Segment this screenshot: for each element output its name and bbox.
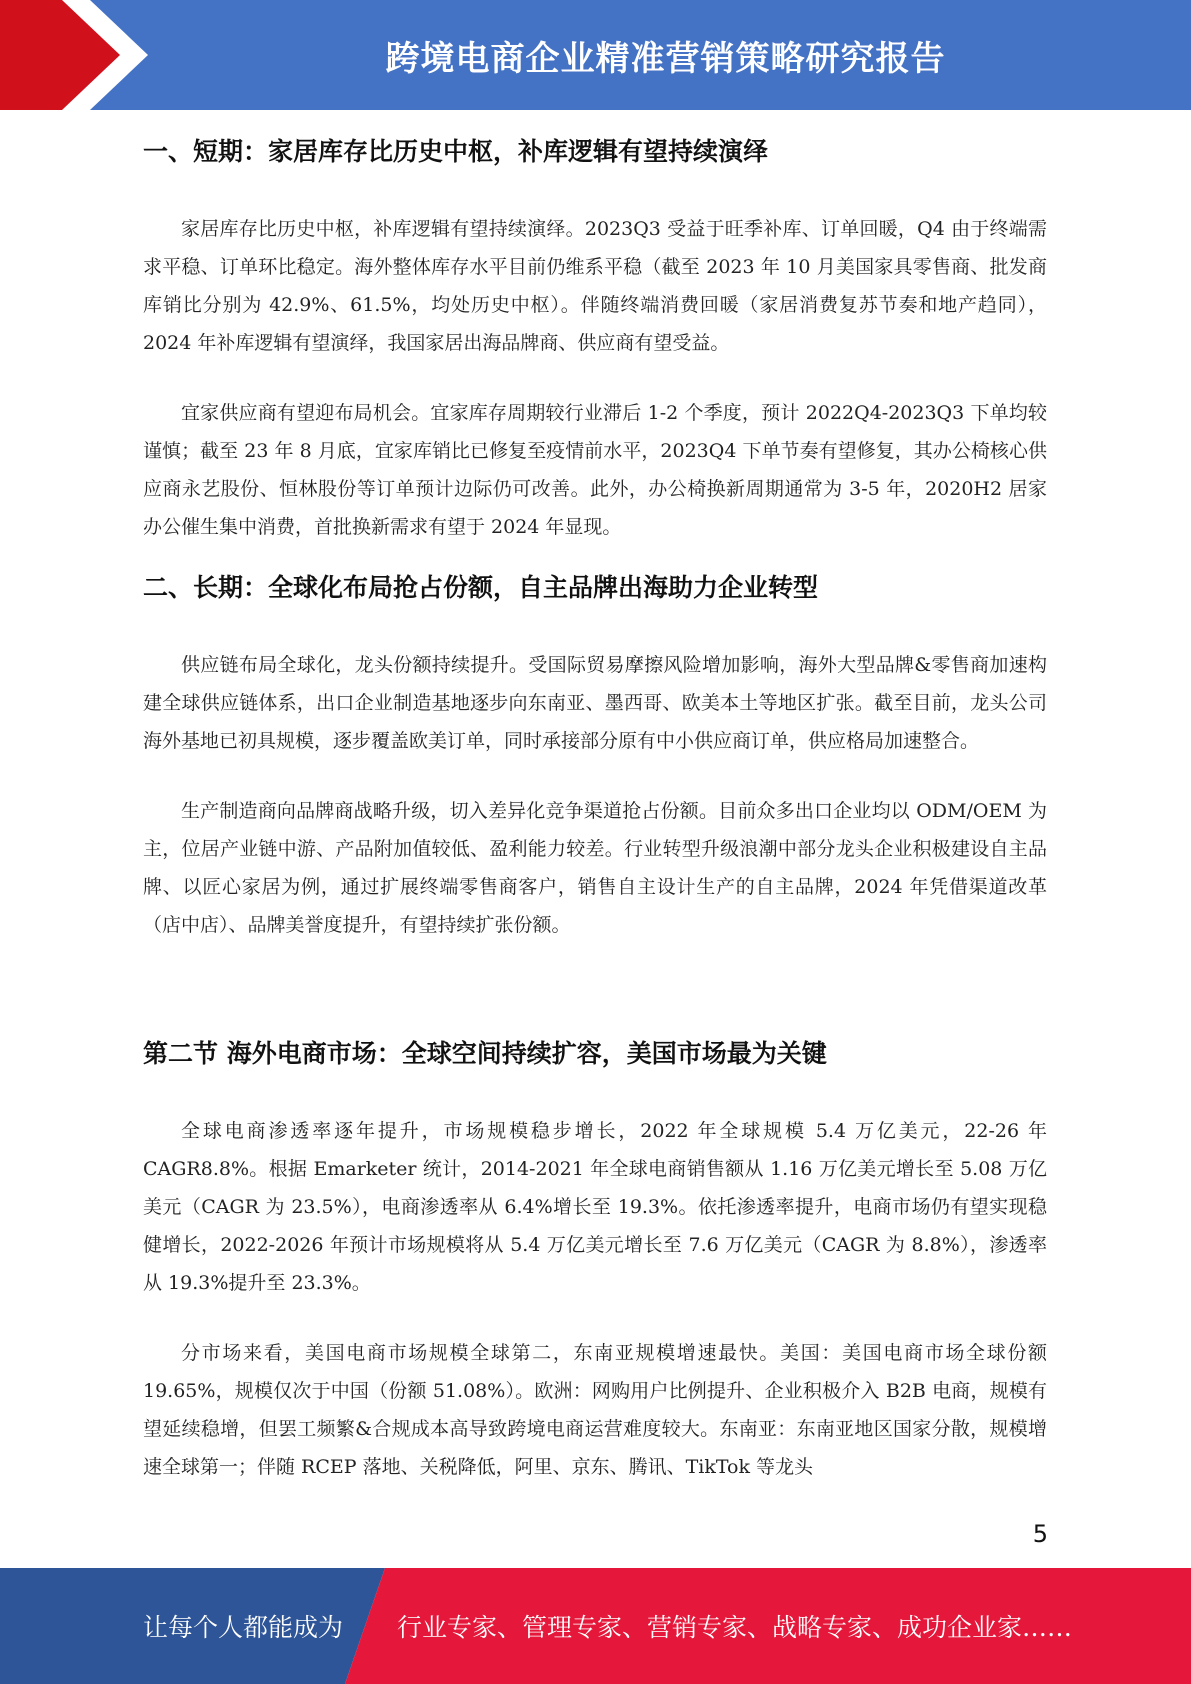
paragraph: 家居库存比历史中枢，补库逻辑有望持续演绎。2023Q3 受益于旺季补库、订单回暖，Q4 由于终端需求平稳、订单环比稳定。海外整体库存水平目前仍维系平稳（截至 2023 年 10 月美国家具零售商、批发商库销比分别为 42.9%、61.5%，均处历史中枢）。伴随终端消费回暖（家居消费复苏节奏和地产趋同），2024 年补库逻辑有望演绎，我国家居出海品牌商、供应商有望受益。 bbox=[143, 218, 1047, 354]
section-heading-short-term: 一、短期：家居库存比历史中枢，补库逻辑有望持续演绎 bbox=[143, 137, 769, 166]
footer-slogan-left: 让每个人都能成为 bbox=[143, 1613, 344, 1642]
section-heading-long-term: 二、长期：全球化布局抢占份额，自主品牌出海助力企业转型 bbox=[143, 573, 819, 602]
paragraph: 宜家供应商有望迎布局机会。宜家库存周期较行业滞后 1-2 个季度，预计 2022Q4-2023Q3 下单均较谨慎；截至 23 年 8 月底，宜家库销比已修复至疫情前水平，2023Q4 下单节奏有望修复，其办公椅核心供应商永艺股份、恒林股份等订单预计边际仍可改善。此外，办公椅换新周期通常为 3-5 年，2020H2 居家办公催生集中消费，首批换新需求有望于 2024 年显现。 bbox=[143, 402, 1047, 538]
paragraph: 供应链布局全球化，龙头份额持续提升。受国际贸易摩擦风险增加影响，海外大型品牌&零售商加速构建全球供应链体系，出口企业制造基地逐步向东南亚、墨西哥、欧美本土等地区扩张。截至目前，龙头公司海外基地已初具规模，逐步覆盖欧美订单，同时承接部分原有中小供应商订单，供应格局加速整合。 bbox=[143, 654, 1047, 752]
page-body bbox=[143, 126, 1047, 1486]
report-title: 跨境电商企业精准营销策略研究报告 bbox=[385, 38, 946, 79]
paragraph: 生产制造商向品牌商战略升级，切入差异化竞争渠道抢占份额。目前众多出口企业均以 ODM/OEM 为主，位居产业链中游、产品附加值较低、盈利能力较差。行业转型升级浪潮中部分龙头企业积极建设自主品牌、以匠心家居为例，通过扩展终端零售商客户，销售自主设计生产的自主品牌，2024 年凭借渠道改革（店中店）、品牌美誉度提升，有望持续扩张份额。 bbox=[143, 800, 1047, 936]
page-number: 5 bbox=[1032, 1520, 1048, 1548]
paragraph: 全球电商渗透率逐年提升，市场规模稳步增长，2022 年全球规模 5.4 万亿美元，22-26 年 CAGR8.8%。根据 Emarketer 统计，2014-2021 年全球电商销售额从 1.16 万亿美元增长至 5.08 万亿美元（CAGR 为 23.5%），电商渗透率从 6.4%增长至 19.3%。依托渗透率提升，电商市场仍有望实现稳健增长，2022-2026 年预计市场规模将从 5.4 万亿美元增长至 7.6 万亿美元（CAGR 为 8.8%），渗透率从 19.3%提升至 23.3%。 bbox=[143, 1120, 1047, 1294]
paragraph: 分市场来看，美国电商市场规模全球第二，东南亚规模增速最快。美国：美国电商市场全球份额 19.65%，规模仅次于中国（份额 51.08%）。欧洲：网购用户比例提升、企业积极介入 B2B 电商，规模有望延续稳增，但罢工频繁&合规成本高导致跨境电商运营难度较大。东南亚：东南亚地区国家分散，规模增速全球第一；伴随 RCEP 落地、关税降低，阿里、京东、腾讯、TikTok 等龙头 bbox=[143, 1342, 1047, 1478]
footer-slogan-right: 行业专家、管理专家、营销专家、战略专家、成功企业家…… bbox=[397, 1613, 1073, 1642]
page-header bbox=[0, 0, 1191, 110]
section-heading-overseas-ecommerce: 第二节 海外电商市场：全球空间持续扩容，美国市场最为关键 bbox=[143, 1039, 827, 1068]
page-footer bbox=[0, 1568, 1191, 1684]
